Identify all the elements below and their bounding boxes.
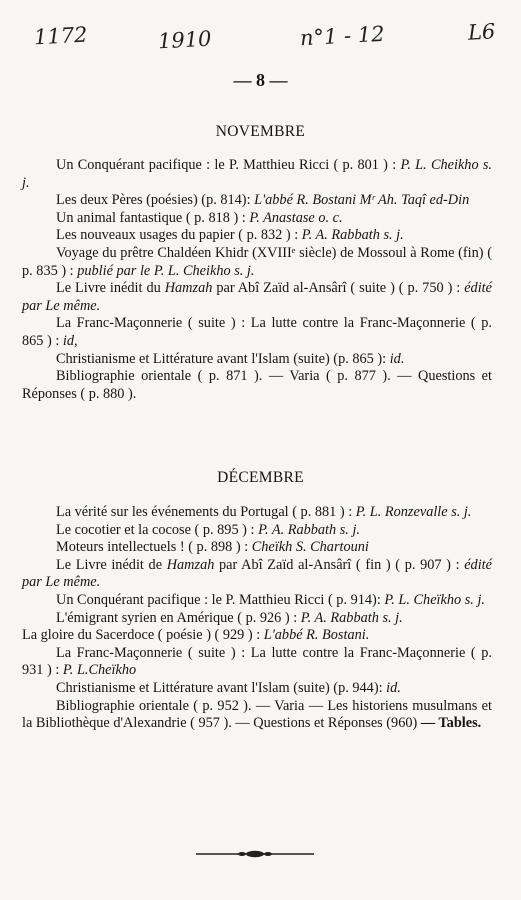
entry-title: L'émigrant syrien en Amérique ( p. 926 ) : (56, 609, 301, 626)
handwritten-mark: L6 (467, 19, 496, 45)
entry-author: édité par Le même. (22, 280, 492, 314)
toc-entry (22, 368, 492, 403)
entry-title: La gloire du Sacerdoce ( poésie ) ( 929 ) : (22, 627, 264, 644)
entry-title: Moteurs intellectuels ! ( p. 898 ) : (56, 539, 252, 556)
toc-entry (22, 645, 492, 680)
entry-author: publié par le P. L. Cheikho s. j. (77, 262, 255, 279)
entry-title: Bibliographie orientale ( p. 871 ). — Varia ( p. 877 ). — Questions et Réponses ( p. 880 ). (22, 368, 492, 402)
entry-title: Le Livre inédit de (56, 556, 167, 573)
toc-entry (22, 522, 492, 540)
entry-author: L'abbé R. Bostani. (263, 627, 370, 644)
toc-entry (22, 227, 492, 245)
entry-title-cont: par Abî Zaïd al-Ansârî ( fin ) ( p. 907 ) : (214, 556, 465, 573)
entry-title: Le cocotier et la cocose ( p. 895 ) : (56, 521, 259, 538)
entry-title: Un Conquérant pacifique : le P. Matthieu Ricci ( p. 914): (56, 591, 385, 608)
toc-entry (22, 698, 492, 733)
toc-entry (22, 157, 492, 192)
toc-entry (22, 610, 492, 628)
entry-author: P. L.Cheïkho (62, 662, 137, 679)
entry-author: P. A. Rabbath s. j. (301, 227, 404, 244)
entry-title: La vérité sur les événements du Portugal ( p. 881 ) : (56, 504, 356, 520)
entry-title: Christianisme et Littérature avant l'Islam (suite) (p. 944): (56, 679, 387, 696)
toc-entry (22, 592, 492, 610)
toc-entry (22, 680, 492, 698)
entry-title: Un Conquérant pacifique : le P. Matthieu Ricci ( p. 801 ) : (56, 157, 401, 173)
entry-author: L'abbé R. Bostani Mʳ Ah. Taqî ed-Din (254, 192, 470, 209)
handwritten-mark: 1172 (33, 22, 89, 50)
entry-author: Cheïkh S. Chartouni (251, 539, 369, 556)
entry-title: Voyage du prêtre Chaldéen Khidr (XVIIIᵉ siècle) de Mossoul à Rome (fin) ( p. 835 ) : (22, 244, 492, 279)
toc-entry (22, 627, 492, 645)
page-number: — 8 — (233, 70, 288, 90)
section-heading-decembre: DÉCEMBRE (217, 469, 304, 486)
entry-title: La Franc-Maçonnerie ( suite ) : La lutte contre la Franc-Maçonnerie ( p. 865 ) : (22, 315, 492, 349)
entry-author: id. (389, 350, 405, 367)
toc-entry (22, 210, 492, 228)
entry-tables: — Tables. (420, 715, 482, 732)
entry-title: Les nouveaux usages du papier ( p. 832 ) : (56, 227, 302, 244)
toc-entry (22, 315, 492, 350)
toc-entry (22, 539, 492, 557)
entry-author: P. Anastase o. c. (249, 209, 343, 226)
entry-author: P. L. Cheïkho s. j. (384, 591, 485, 608)
section-novembre-entries (22, 157, 492, 403)
handwritten-mark: 1910 (157, 26, 213, 54)
entry-emphasis: Hamzah (164, 280, 213, 297)
end-ornament (194, 849, 316, 859)
entry-title: Le Livre inédit du (56, 280, 165, 297)
entry-title: Bibliographie orientale ( p. 952 ). — Varia — Les historiens musulmans et la Bibliothèque d'Alexandrie ( 957 ). — Questions et Réponses (960) (22, 697, 492, 732)
section-decembre-entries (22, 504, 492, 733)
toc-entry (22, 280, 492, 315)
entry-author: P. L. Ronzevalle s. j. (355, 504, 472, 520)
toc-entry (22, 192, 492, 210)
entry-emphasis: Hamzah (166, 556, 215, 573)
entry-title: La Franc-Maçonnerie ( suite ) : La lutte contre la Franc-Maçonnerie ( p. 931 ) : (22, 644, 492, 679)
toc-entry (22, 351, 492, 369)
handwritten-mark: n°1 - 12 (299, 21, 386, 51)
entry-author: P. A. Rabbath s. j. (258, 521, 361, 538)
entry-author: P. A. Rabbath s. j. (300, 609, 403, 626)
entry-title: Un animal fantastique ( p. 818 ) : (56, 209, 250, 226)
entry-title: Christianisme et Littérature avant l'Islam (suite) (p. 865 ): (56, 350, 390, 367)
section-heading-novembre: NOVEMBRE (215, 123, 306, 140)
toc-entry (22, 557, 492, 592)
toc-entry (22, 504, 492, 522)
entry-author: id. (386, 679, 401, 696)
entry-author: P. L. Cheikho s. j. (22, 157, 492, 191)
entry-title: Les deux Pères (poésies) (p. 814): (56, 192, 255, 209)
entry-author: édité par Le même. (22, 556, 492, 591)
entry-title-cont: par Abî Zaïd al-Ansârî ( suite ) ( p. 750 ) : (212, 280, 465, 297)
toc-entry (22, 245, 492, 280)
entry-author: id, (62, 332, 78, 349)
